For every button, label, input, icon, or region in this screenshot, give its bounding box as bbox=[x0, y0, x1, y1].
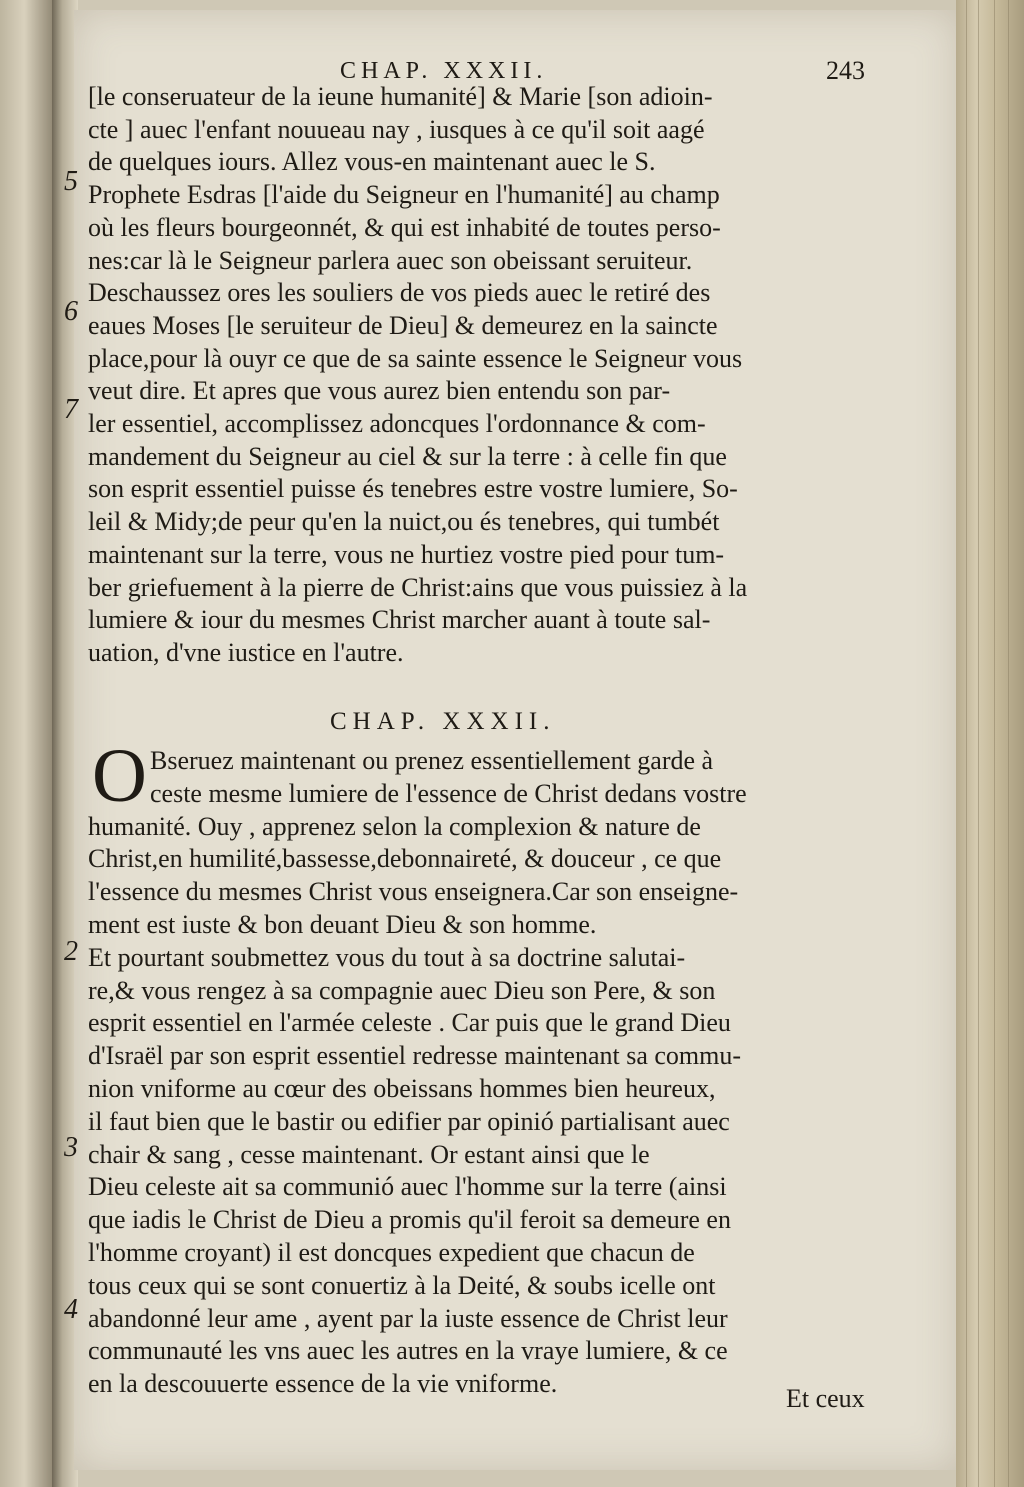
text-line: mandement du Seigneur au ciel & sur la terre : à celle fin que bbox=[88, 441, 727, 471]
catchword: Et ceux bbox=[786, 1384, 865, 1413]
text-line: tous ceux qui se sont conuertiz à la Deité, & soubs icelle ont bbox=[88, 1270, 716, 1300]
text-line: où les fleurs bourgeonnét, & qui est inhabité de toutes perso- bbox=[88, 212, 721, 242]
text-line: Christ,en humilité,bassesse,debonnaireté, & douceur , ce que bbox=[88, 844, 722, 874]
verse-number: 7 bbox=[64, 394, 78, 425]
text-line: son esprit essentiel puisse és tenebres estre vostre lumiere, So- bbox=[88, 474, 738, 504]
text-line: lumiere & iour du mesmes Christ marcher auant à toute sal- bbox=[88, 605, 711, 635]
text-line: d'Israël par son esprit essentiel redresse maintenant sa commu- bbox=[88, 1041, 742, 1071]
facing-page-edge bbox=[0, 0, 54, 1487]
text-line: abandonné leur ame , ayent par la iuste essence de Christ leur bbox=[88, 1303, 728, 1333]
verse-number: 3 bbox=[64, 1132, 78, 1163]
text-line: [le conseruateur de la ieune humanité] & Marie [son adioin- bbox=[88, 82, 713, 111]
running-header: CHAP. XXXII. bbox=[340, 58, 548, 84]
text-line: en la descouuerte essence de la vie vniforme. bbox=[88, 1369, 558, 1399]
text-line: ment est iuste & bon deuant Dieu & son homme. bbox=[88, 910, 597, 939]
verse-number: 5 bbox=[64, 166, 78, 197]
text-line: Et pourtant soubmettez vous du tout à sa doctrine salutai- bbox=[88, 942, 686, 972]
text-line: communauté les vns auec les autres en la vraye lumiere, & ce bbox=[88, 1336, 728, 1366]
text-line: l'essence du mesmes Christ vous enseignera.Car son enseigne- bbox=[88, 877, 739, 907]
text-line: Bseruez maintenant ou prenez essentiellement garde à bbox=[150, 746, 714, 775]
page-number: 243 bbox=[826, 56, 865, 85]
verse-number: 6 bbox=[64, 296, 78, 327]
text-line: ler essentiel, accomplissez adoncques l'ordonnance & com- bbox=[88, 409, 706, 438]
text-line: eaues Moses [le seruiteur de Dieu] & demeurez en la saincte bbox=[88, 310, 718, 340]
verse-number: 4 bbox=[64, 1294, 78, 1325]
text-line: re,& vous rengez à sa compagnie auec Dieu son Pere, & son bbox=[88, 975, 716, 1005]
text-line: Deschaussez ores les souliers de vos pieds auec le retiré des bbox=[88, 278, 711, 308]
text-line: veut dire. Et apres que vous aurez bien entendu son par- bbox=[88, 376, 671, 406]
text-line: l'homme croyant) il est doncques expedient que chacun de bbox=[88, 1238, 695, 1267]
text-line: ber griefuement à la pierre de Christ:ains que vous puissiez à la bbox=[88, 572, 748, 602]
text-line: leil & Midy;de peur qu'en la nuict,ou és tenebres, qui tumbét bbox=[88, 507, 720, 537]
verse-number: 2 bbox=[64, 936, 78, 967]
text-line: esprit essentiel en l'armée celeste . Car puis que le grand Dieu bbox=[88, 1008, 731, 1038]
text-line: il faut bien que le bastir ou edifier par opinió partialisant auec bbox=[88, 1106, 730, 1136]
text-line: maintenant sur la terre, vous ne hurtiez vostre pied pour tum- bbox=[88, 539, 725, 569]
text-line: cte ] auec l'enfant nouueau nay , iusques à ce qu'il soit aagé bbox=[88, 114, 705, 144]
text-line: de quelques iours. Allez vous-en maintenant auec le S. bbox=[88, 147, 656, 177]
page-stack-edge bbox=[956, 0, 1024, 1487]
text-line: humanité. Ouy , apprenez selon la complexion & nature de bbox=[88, 811, 701, 841]
text-line: chair & sang , cesse maintenant. Or estant ainsi que le bbox=[88, 1139, 650, 1169]
text-line: que iadis le Christ de Dieu a promis qu'il feroit sa demeure en bbox=[88, 1205, 731, 1235]
text-line: Dieu celeste ait sa communió auec l'homme sur la terre (ainsi bbox=[88, 1172, 727, 1202]
text-line: Prophete Esdras [l'aide du Seigneur en l'humanité] au champ bbox=[88, 180, 720, 210]
text-line: uation, d'vne iustice en l'autre. bbox=[88, 637, 404, 667]
text-line: ceste mesme lumiere de l'essence de Christ dedans vostre bbox=[150, 778, 747, 808]
text-line: nion vniforme au cœur des obeissans hommes bien heureux, bbox=[88, 1074, 716, 1103]
chapter-title: CHAP. XXXII. bbox=[330, 708, 556, 735]
drop-capital: O bbox=[92, 734, 147, 818]
text-line: place,pour là ouyr ce que de sa sainte essence le Seigneur vous bbox=[88, 343, 743, 373]
text-line: nes:car là le Seigneur parlera auec son obeissant seruiteur. bbox=[88, 245, 693, 275]
